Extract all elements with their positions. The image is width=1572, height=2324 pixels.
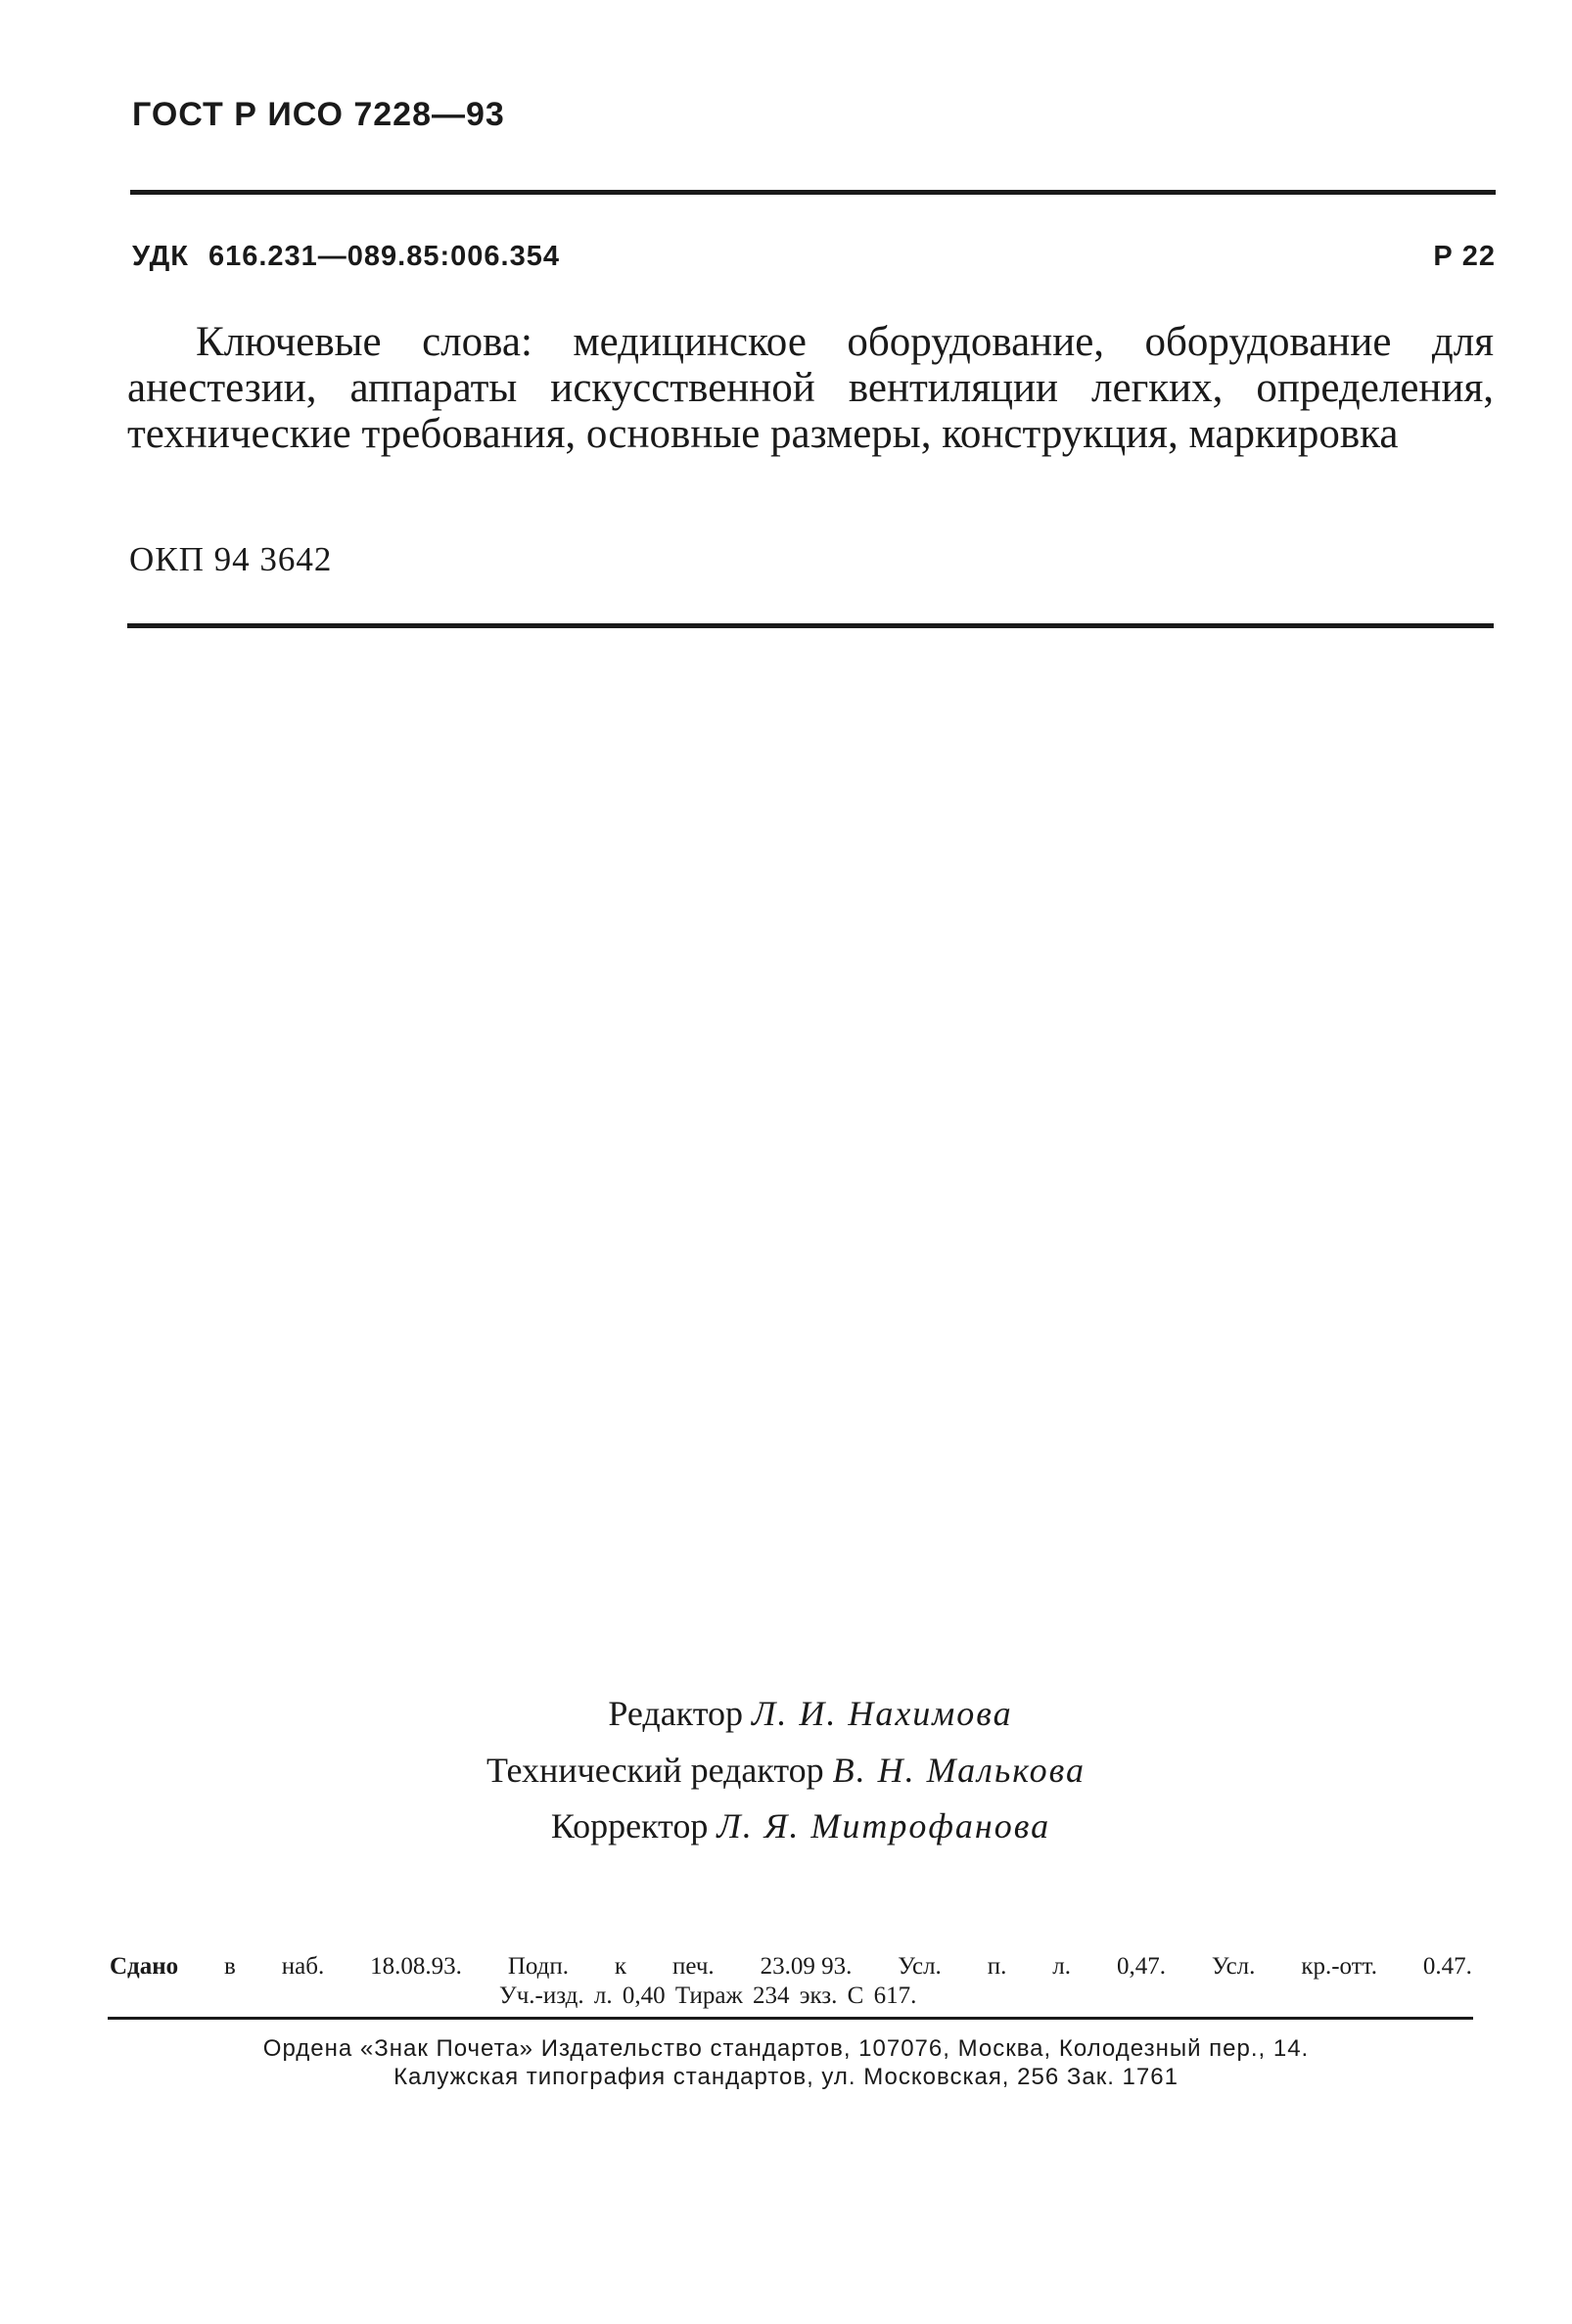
udk-label: УДК — [132, 241, 189, 272]
okp-code: ОКП 94 3642 — [129, 540, 333, 578]
editor-credit — [0, 1693, 1572, 1734]
document-id: ГОСТ Р ИСО 7228—93 — [132, 96, 505, 133]
tech-editor-credit — [0, 1750, 1572, 1791]
imprint-word: Сдано — [110, 1953, 179, 1980]
editor-label: Редактор — [608, 1694, 743, 1733]
publisher-line-1: Ордена «Знак Почета» Издательство стандартов, 107076, Москва, Колодезный пер., 14. — [262, 2035, 1310, 2062]
imprint-word: 18.08.93. — [370, 1953, 462, 1980]
imprint-word: 23.09 93. — [760, 1953, 853, 1980]
classification-code: Р 22 — [1433, 241, 1496, 272]
imprint-word: Усл. — [898, 1953, 942, 1980]
section-divider — [127, 623, 1494, 628]
editor-name: Л. И. Нахимова — [751, 1694, 1013, 1733]
imprint-line-2: Уч.-изд. л. 0,40 Тираж 234 экз. С 617. — [499, 1982, 917, 2009]
corrector-name: Л. Я. Митрофанова — [717, 1806, 1051, 1846]
tech-editor-name: В. Н. Малькова — [832, 1751, 1087, 1790]
imprint-word: в — [224, 1953, 236, 1980]
imprint-word: Подп. — [507, 1953, 569, 1980]
udk-line — [132, 241, 560, 273]
imprint-word: печ. — [672, 1953, 715, 1980]
corrector-label: Корректор — [550, 1806, 709, 1846]
imprint-line-1 — [110, 1953, 1472, 1981]
imprint-word: 0.47. — [1422, 1953, 1472, 1980]
imprint-word: кр.-отт. — [1301, 1953, 1377, 1980]
imprint-word: п. — [987, 1953, 1007, 1980]
imprint-word: 0,47. — [1116, 1953, 1166, 1980]
corrector-credit — [0, 1805, 1572, 1846]
imprint-word: наб. — [281, 1953, 325, 1980]
bottom-divider — [108, 2017, 1473, 2020]
imprint-word: к — [614, 1953, 627, 1980]
tech-editor-label: Технический редактор — [485, 1751, 824, 1790]
imprint-word: л. — [1052, 1953, 1072, 1980]
keywords-paragraph: Ключевые слова: медицинское оборудование, оборудование для анестезии, аппараты искусственной вентиляции легких, определения, технические требования, основные размеры, конструкция, маркировка — [127, 319, 1494, 457]
udk-code: 616.231—089.85:006.354 — [208, 241, 560, 272]
top-divider — [130, 190, 1496, 195]
publisher-line-2: Калужская типография стандартов, ул. Московская, 256 Зак. 1761 — [393, 2064, 1179, 2090]
imprint-word: Усл. — [1211, 1953, 1256, 1980]
